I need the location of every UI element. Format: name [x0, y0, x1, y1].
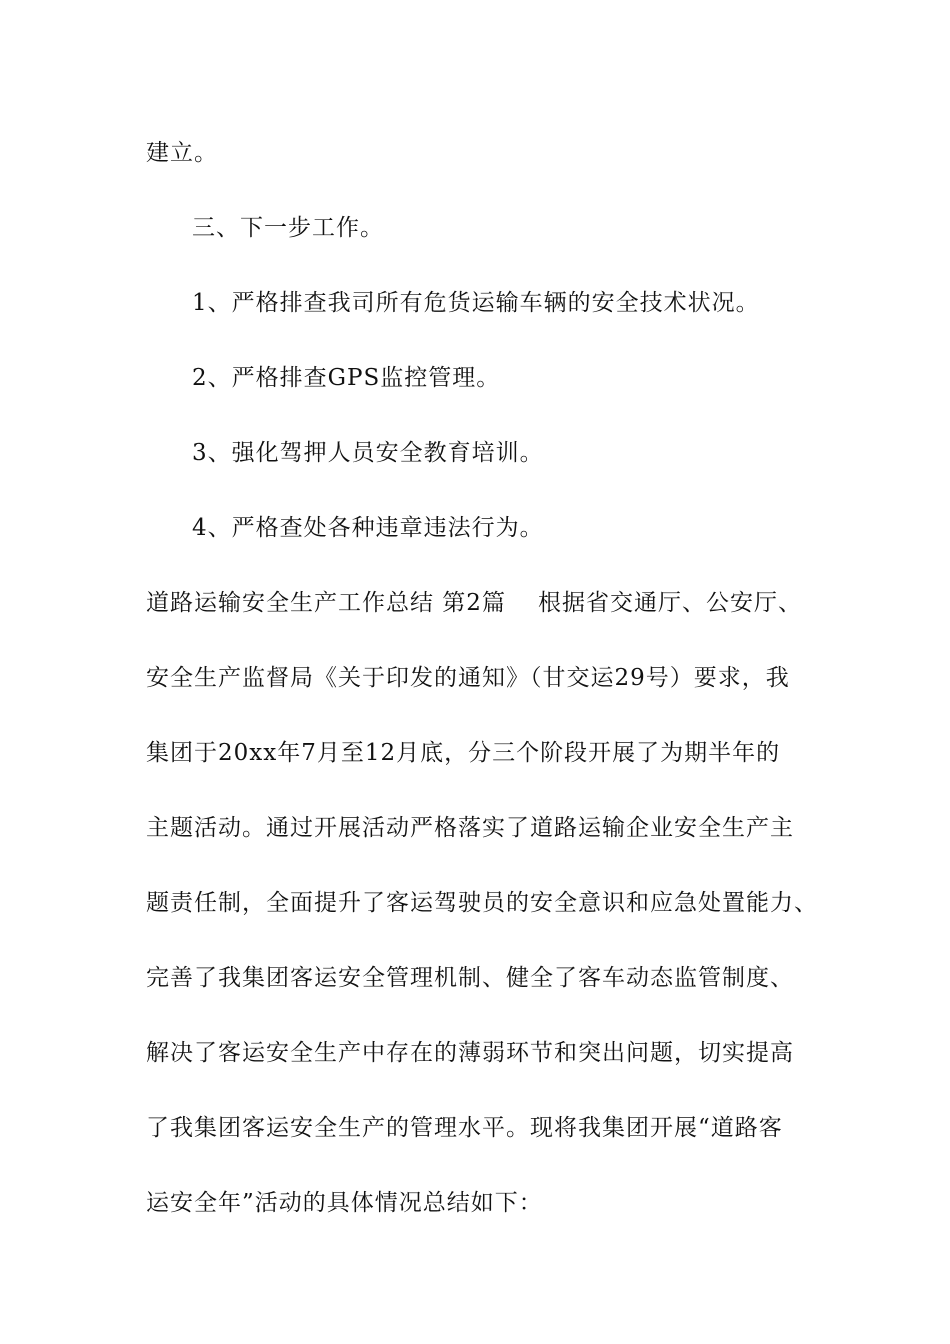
list-item: 4、严格查处各种违章违法行为。 — [192, 515, 544, 541]
text-line: 了我集团客运安全生产的管理水平。现将我集团开展“道路客 — [146, 1115, 783, 1141]
text-line: 集团于20xx年7月至12月底，分三个阶段开展了为期半年的 — [146, 740, 781, 766]
text-line: 建立。 — [146, 140, 218, 166]
text-line: 完善了我集团客运安全管理机制、健全了客车动态监管制度、 — [146, 965, 794, 991]
list-item: 1、严格排查我司所有危货运输车辆的安全技术状况。 — [192, 290, 760, 316]
text-line: 运安全年”活动的具体情况总结如下： — [146, 1190, 543, 1216]
list-item: 3、强化驾押人员安全教育培训。 — [192, 440, 544, 466]
text-line: 题责任制，全面提升了客运驾驶员的安全意识和应急处置能力、 — [146, 890, 818, 916]
text-line: 解决了客运安全生产中存在的薄弱环节和突出问题，切实提高 — [146, 1040, 794, 1066]
paragraph-start: 根据省交通厅、公安厅、 — [537, 590, 802, 616]
section-heading: 三、下一步工作。 — [192, 215, 384, 241]
text-line: 安全生产监督局《关于印发的通知》（甘交运29号）要求，我 — [146, 665, 790, 691]
article-title: 道路运输安全生产工作总结 第2篇 — [146, 590, 506, 616]
text-line: 主题活动。通过开展活动严格落实了道路运输企业安全生产主 — [146, 815, 794, 841]
list-item: 2、严格排查GPS监控管理。 — [192, 365, 501, 391]
article-heading-line — [146, 588, 802, 618]
